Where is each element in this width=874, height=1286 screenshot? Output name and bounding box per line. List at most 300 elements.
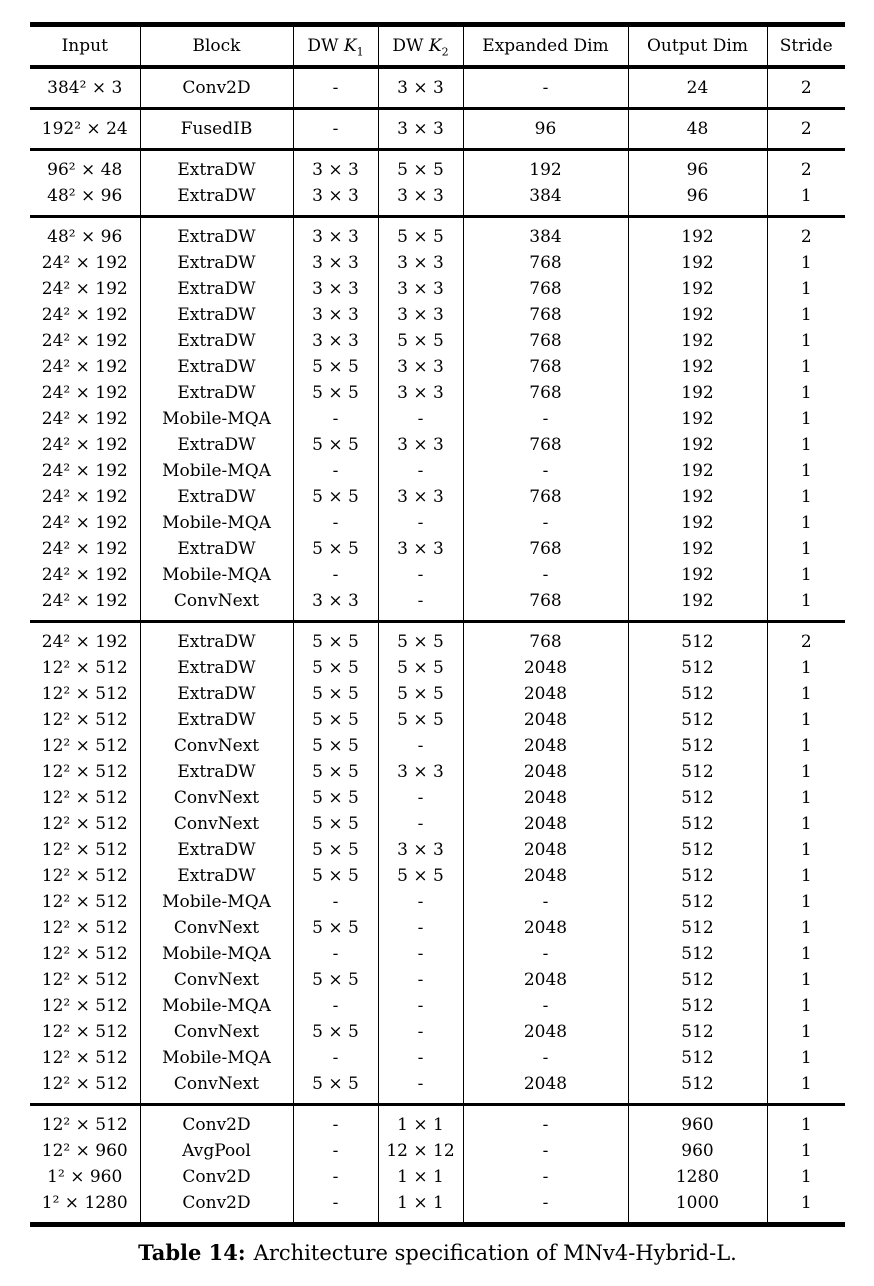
cell: 5 × 5: [293, 432, 378, 458]
cell: 384: [463, 217, 628, 251]
cell: -: [293, 109, 378, 150]
cell: 192: [628, 380, 767, 406]
cell: 512: [628, 811, 767, 837]
column-header-label: Output Dim: [647, 36, 748, 56]
cell: -: [463, 406, 628, 432]
cell: 192: [628, 432, 767, 458]
cell: 5 × 5: [378, 707, 463, 733]
cell: 12² × 512: [41, 762, 128, 782]
column-header: [30, 27, 140, 67]
cell: -: [463, 67, 628, 109]
cell: 3 × 3: [378, 484, 463, 510]
cell: 1: [767, 484, 845, 510]
cell: 192: [628, 484, 767, 510]
cell: -: [293, 1138, 378, 1164]
cell: 1: [767, 510, 845, 536]
cell: -: [293, 406, 378, 432]
cell: 5 × 5: [378, 863, 463, 889]
table-row: [30, 276, 845, 302]
cell: 3 × 3: [378, 536, 463, 562]
cell: 12² × 512: [41, 710, 128, 730]
cell: -: [463, 1045, 628, 1071]
cell: 5 × 5: [378, 328, 463, 354]
cell: ExtraDW: [140, 681, 293, 707]
cell: -: [378, 733, 463, 759]
cell: -: [463, 993, 628, 1019]
cell: 192: [628, 536, 767, 562]
math-variable: K: [428, 36, 442, 56]
cell: 24² × 192: [41, 461, 128, 481]
table-row: [30, 150, 845, 184]
cell: 192: [628, 250, 767, 276]
cell: 512: [628, 759, 767, 785]
cell: 960: [628, 1138, 767, 1164]
cell: 768: [463, 536, 628, 562]
cell: 2048: [463, 811, 628, 837]
cell: Conv2D: [140, 1164, 293, 1190]
cell: ExtraDW: [140, 622, 293, 656]
cell: -: [293, 458, 378, 484]
cell: 3 × 3: [293, 250, 378, 276]
cell: 2048: [463, 915, 628, 941]
cell: 5 × 5: [293, 967, 378, 993]
math-subscript: 2: [441, 45, 449, 59]
cell: ExtraDW: [140, 183, 293, 217]
cell: 5 × 5: [293, 1019, 378, 1045]
cell: 1: [767, 993, 845, 1019]
cell: 5 × 5: [293, 759, 378, 785]
cell: -: [378, 889, 463, 915]
cell: 12² × 512: [41, 1115, 128, 1135]
table-row: [30, 707, 845, 733]
cell: 1: [767, 432, 845, 458]
cell: ExtraDW: [140, 837, 293, 863]
cell: 1: [767, 1190, 845, 1222]
table-row: [30, 655, 845, 681]
cell: -: [293, 1105, 378, 1139]
cell: -: [378, 811, 463, 837]
cell: -: [293, 562, 378, 588]
cell: ConvNext: [140, 967, 293, 993]
cell: 512: [628, 681, 767, 707]
cell: 5 × 5: [293, 380, 378, 406]
cell: 512: [628, 785, 767, 811]
cell: -: [378, 510, 463, 536]
table-row: [30, 811, 845, 837]
cell: -: [463, 1138, 628, 1164]
cell: 1: [767, 1071, 845, 1105]
cell: 2048: [463, 837, 628, 863]
table-row: [30, 109, 845, 150]
cell: 2: [767, 150, 845, 184]
cell: 512: [628, 655, 767, 681]
column-header-label: Block: [192, 36, 241, 56]
cell: -: [378, 562, 463, 588]
cell: 96: [628, 183, 767, 217]
cell: -: [378, 1045, 463, 1071]
cell: 24² × 192: [30, 588, 140, 622]
table-section: [30, 67, 845, 109]
cell: 384² × 3: [30, 67, 140, 109]
cell: -: [463, 889, 628, 915]
cell: 1² × 1280: [41, 1193, 128, 1213]
table-row: [30, 1138, 845, 1164]
cell: 96² × 48: [47, 160, 123, 180]
cell: ExtraDW: [140, 759, 293, 785]
table-row: [30, 863, 845, 889]
table-row: [30, 217, 845, 251]
table-wrap: [30, 22, 845, 1227]
cell: 2: [767, 67, 845, 109]
cell: 768: [463, 354, 628, 380]
cell: 5 × 5: [293, 733, 378, 759]
cell: -: [378, 915, 463, 941]
cell: 1: [767, 655, 845, 681]
cell: 24² × 192: [41, 305, 128, 325]
cell: 1 × 1: [378, 1190, 463, 1222]
cell: 1: [767, 941, 845, 967]
cell: 3 × 3: [378, 759, 463, 785]
cell: 2048: [463, 681, 628, 707]
column-header-label: Expanded Dim: [482, 36, 609, 56]
cell: 5 × 5: [293, 681, 378, 707]
cell: 12² × 512: [41, 788, 128, 808]
cell: -: [378, 588, 463, 622]
cell: 5 × 5: [293, 484, 378, 510]
cell: 5 × 5: [378, 217, 463, 251]
cell: 24² × 192: [41, 383, 128, 403]
cell: -: [378, 941, 463, 967]
cell: 1: [767, 1164, 845, 1190]
cell: 512: [628, 915, 767, 941]
cell: 192: [628, 328, 767, 354]
table-row: [30, 759, 845, 785]
cell: 2048: [463, 707, 628, 733]
cell: 192: [628, 458, 767, 484]
cell: 768: [463, 250, 628, 276]
cell: 1: [767, 707, 845, 733]
table-row: [30, 432, 845, 458]
cell: 192² × 24: [30, 109, 140, 150]
cell: 1: [767, 811, 845, 837]
cell: -: [463, 941, 628, 967]
cell: Conv2D: [140, 1105, 293, 1139]
table-section: [30, 150, 845, 217]
cell: ExtraDW: [140, 484, 293, 510]
cell: -: [463, 458, 628, 484]
table-header: [30, 27, 845, 67]
cell: 1: [767, 562, 845, 588]
column-header-label: Stride: [779, 36, 833, 56]
cell: 512: [628, 889, 767, 915]
cell: 1: [767, 681, 845, 707]
cell: 192: [628, 302, 767, 328]
cell: 768: [463, 432, 628, 458]
table-row: [30, 1071, 845, 1105]
column-header: [378, 27, 463, 67]
cell: 2048: [463, 1071, 628, 1105]
cell: 12² × 512: [30, 1071, 140, 1105]
table-row: [30, 536, 845, 562]
cell: 512: [628, 1019, 767, 1045]
cell: 5 × 5: [378, 655, 463, 681]
cell: -: [293, 1164, 378, 1190]
cell: Mobile-MQA: [140, 458, 293, 484]
cell: -: [378, 1019, 463, 1045]
cell: 3 × 3: [293, 183, 378, 217]
cell: 3 × 3: [378, 67, 463, 109]
cell: -: [293, 67, 378, 109]
cell: 3 × 3: [293, 276, 378, 302]
cell: 1: [767, 1045, 845, 1071]
cell: 48: [628, 109, 767, 150]
cell: 5 × 5: [293, 707, 378, 733]
cell: AvgPool: [140, 1138, 293, 1164]
cell: ExtraDW: [140, 707, 293, 733]
cell: 3 × 3: [293, 588, 378, 622]
table-row: [30, 993, 845, 1019]
cell: 1: [767, 250, 845, 276]
cell: 1: [767, 406, 845, 432]
cell: 1: [767, 863, 845, 889]
table-row: [30, 1019, 845, 1045]
cell: ConvNext: [140, 785, 293, 811]
cell: 192: [628, 588, 767, 622]
cell: Mobile-MQA: [140, 406, 293, 432]
cell: 2048: [463, 863, 628, 889]
cell: 768: [463, 302, 628, 328]
cell: Mobile-MQA: [140, 1045, 293, 1071]
cell: 768: [463, 622, 628, 656]
cell: 12² × 512: [41, 840, 128, 860]
column-header-label: DW: [392, 36, 429, 56]
cell: -: [378, 967, 463, 993]
cell: 192: [628, 276, 767, 302]
cell: 2: [767, 622, 845, 656]
cell: 5 × 5: [293, 785, 378, 811]
cell: 24: [628, 67, 767, 109]
cell: 5 × 5: [293, 536, 378, 562]
cell: 24² × 192: [41, 487, 128, 507]
cell: 512: [628, 941, 767, 967]
cell: 2048: [463, 655, 628, 681]
cell: 1: [767, 380, 845, 406]
cell: Mobile-MQA: [140, 993, 293, 1019]
table-caption: [30, 1240, 845, 1265]
cell: ExtraDW: [140, 302, 293, 328]
cell: Conv2D: [140, 1190, 293, 1222]
cell: 24² × 192: [41, 632, 128, 652]
cell: 12² × 512: [41, 814, 128, 834]
cell: 192: [628, 217, 767, 251]
cell: 24² × 192: [41, 253, 128, 273]
cell: -: [293, 510, 378, 536]
cell: 768: [463, 328, 628, 354]
cell: 1280: [628, 1164, 767, 1190]
table-row: [30, 967, 845, 993]
cell: 1: [767, 967, 845, 993]
cell: 96: [463, 109, 628, 150]
cell: 192: [628, 406, 767, 432]
cell: 1 × 1: [378, 1105, 463, 1139]
cell: ExtraDW: [140, 250, 293, 276]
cell: 1² × 960: [47, 1167, 123, 1187]
table-row: [30, 837, 845, 863]
cell: 512: [628, 993, 767, 1019]
column-header: [767, 27, 845, 67]
cell: ConvNext: [140, 1019, 293, 1045]
cell: 3 × 3: [378, 837, 463, 863]
cell: 1: [767, 183, 845, 217]
architecture-table: [30, 27, 845, 1222]
cell: FusedIB: [140, 109, 293, 150]
cell: 1: [767, 354, 845, 380]
cell: 24² × 192: [41, 331, 128, 351]
cell: ExtraDW: [140, 328, 293, 354]
table-row: [30, 733, 845, 759]
cell: 1: [767, 889, 845, 915]
cell: 3 × 3: [378, 250, 463, 276]
cell: 2048: [463, 759, 628, 785]
cell: 192: [463, 150, 628, 184]
cell: 12² × 512: [41, 970, 128, 990]
cell: 5 × 5: [293, 354, 378, 380]
cell: 12² × 512: [41, 944, 128, 964]
cell: 5 × 5: [293, 1071, 378, 1105]
table-row: [30, 1045, 845, 1071]
cell: 5 × 5: [293, 837, 378, 863]
cell: 768: [463, 484, 628, 510]
cell: Mobile-MQA: [140, 510, 293, 536]
math-subscript: 1: [356, 45, 364, 59]
cell: 5 × 5: [293, 655, 378, 681]
cell: 768: [463, 588, 628, 622]
table-row: [30, 67, 845, 109]
cell: 1: [767, 837, 845, 863]
cell: -: [378, 993, 463, 1019]
cell: Mobile-MQA: [140, 562, 293, 588]
table-row: [30, 588, 845, 622]
cell: 24² × 192: [41, 565, 128, 585]
table-row: [30, 484, 845, 510]
cell: ExtraDW: [140, 354, 293, 380]
cell: 24² × 192: [41, 357, 128, 377]
cell: 12² × 512: [41, 892, 128, 912]
cell: 12² × 512: [41, 1048, 128, 1068]
cell: 12² × 512: [41, 684, 128, 704]
cell: 512: [628, 622, 767, 656]
cell: 2048: [463, 967, 628, 993]
cell: 512: [628, 707, 767, 733]
cell: 512: [628, 1071, 767, 1105]
cell: 3 × 3: [293, 328, 378, 354]
table-row: [30, 458, 845, 484]
column-header: [293, 27, 378, 67]
table-section: [30, 217, 845, 622]
table-row: [30, 562, 845, 588]
cell: -: [463, 1105, 628, 1139]
cell: 512: [628, 863, 767, 889]
cell: 3 × 3: [378, 432, 463, 458]
header-row: [30, 27, 845, 67]
cell: 5 × 5: [293, 622, 378, 656]
cell: Mobile-MQA: [140, 889, 293, 915]
cell: -: [463, 562, 628, 588]
cell: 768: [463, 380, 628, 406]
cell: 2: [767, 217, 845, 251]
cell: ConvNext: [140, 915, 293, 941]
cell: 768: [463, 276, 628, 302]
cell: 3 × 3: [378, 302, 463, 328]
cell: -: [378, 458, 463, 484]
cell: 12² × 512: [41, 996, 128, 1016]
cell: ConvNext: [140, 811, 293, 837]
cell: ExtraDW: [140, 217, 293, 251]
table-row: [30, 681, 845, 707]
cell: 5 × 5: [378, 681, 463, 707]
table-row: [30, 406, 845, 432]
caption-label: Table 14:: [138, 1240, 246, 1265]
cell: 3 × 3: [378, 276, 463, 302]
cell: ExtraDW: [140, 432, 293, 458]
cell: 24² × 192: [41, 409, 128, 429]
cell: -: [378, 1071, 463, 1105]
cell: ExtraDW: [140, 536, 293, 562]
cell: 384: [463, 183, 628, 217]
cell: 1: [767, 328, 845, 354]
cell: 1: [767, 458, 845, 484]
cell: ConvNext: [140, 733, 293, 759]
cell: -: [463, 510, 628, 536]
cell: 2048: [463, 1019, 628, 1045]
cell: 3 × 3: [378, 183, 463, 217]
table-section: [30, 109, 845, 150]
cell: 192: [628, 510, 767, 536]
table-row: [30, 354, 845, 380]
cell: 12² × 960: [41, 1141, 128, 1161]
cell: 5 × 5: [293, 863, 378, 889]
cell: 1: [767, 302, 845, 328]
cell: 1 × 1: [378, 1164, 463, 1190]
table-row: [30, 328, 845, 354]
cell: Conv2D: [140, 67, 293, 109]
cell: -: [378, 406, 463, 432]
cell: 24² × 192: [41, 513, 128, 533]
cell: 2: [767, 109, 845, 150]
cell: 512: [628, 1045, 767, 1071]
cell: 192: [628, 562, 767, 588]
cell: ExtraDW: [140, 380, 293, 406]
cell: 96: [628, 150, 767, 184]
cell: 12² × 512: [41, 866, 128, 886]
cell: 24² × 192: [41, 435, 128, 455]
cell: -: [293, 1045, 378, 1071]
cell: Mobile-MQA: [140, 941, 293, 967]
table-row: [30, 889, 845, 915]
cell: 1: [767, 1105, 845, 1139]
cell: 1: [767, 733, 845, 759]
cell: 512: [628, 733, 767, 759]
table-row: [30, 622, 845, 656]
cell: 3 × 3: [378, 380, 463, 406]
cell: 5 × 5: [293, 811, 378, 837]
table-row: [30, 510, 845, 536]
cell: 2048: [463, 733, 628, 759]
table-row: [30, 941, 845, 967]
cell: 5 × 5: [378, 622, 463, 656]
cell: 2048: [463, 785, 628, 811]
cell: 12 × 12: [378, 1138, 463, 1164]
